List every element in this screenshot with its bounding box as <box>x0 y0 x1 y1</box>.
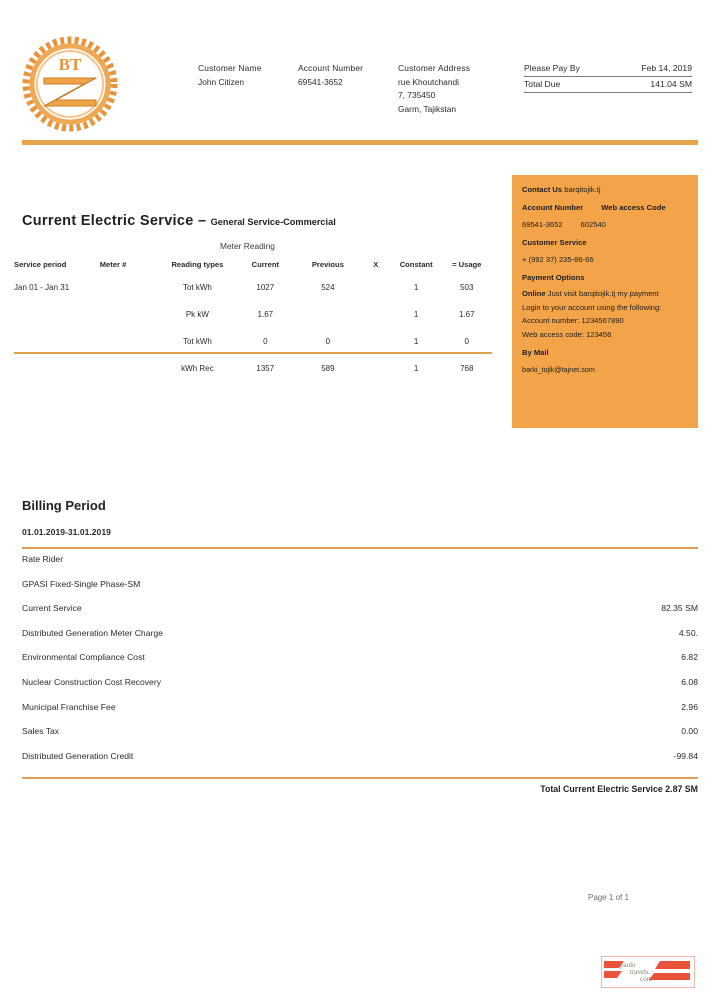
cell-period <box>14 310 100 337</box>
contact-account-number-label: Account Number <box>522 203 584 213</box>
cell-usage: 768 <box>460 364 474 373</box>
contact-codes-header <box>522 201 688 214</box>
cell-meter <box>100 337 160 364</box>
cell-current: 1357 <box>256 364 275 373</box>
page-number: Page 1 of 1 <box>588 893 629 902</box>
online-text: Just visit barqitojik.tj my payment <box>547 289 659 299</box>
cell-usage: 1.67 <box>458 310 475 319</box>
billing-period-title: Billing Period <box>22 498 106 513</box>
by-mail-label: By Mail <box>522 348 549 358</box>
cell-current: 1.67 <box>257 310 274 319</box>
cell-previous: 0 <box>325 337 331 346</box>
service-title-subtitle: General Service-Commercial <box>210 217 336 227</box>
contact-codes-values <box>522 218 688 231</box>
charge-amount: 0.00 <box>681 726 698 737</box>
table-row <box>14 364 492 391</box>
contact-us-line <box>522 183 688 196</box>
please-pay-by-value: Feb 14, 2019 <box>641 63 692 73</box>
total-due-label: Total Due <box>524 79 561 89</box>
col-usage: = Usage <box>452 260 482 269</box>
badge-line-3: com <box>640 975 653 983</box>
list-item <box>22 652 698 677</box>
charge-amount: 2.96 <box>681 701 698 712</box>
header-divider <box>22 140 698 145</box>
cell-current: 0 <box>263 337 268 346</box>
col-x: X <box>373 260 379 269</box>
cell-constant: 1 <box>413 283 419 292</box>
col-service-period: Service period <box>14 260 67 269</box>
sample-account-number: Account number: 1234567890 <box>522 316 624 326</box>
cell-period <box>14 364 100 391</box>
total-divider <box>22 777 698 779</box>
gear-logo-icon <box>22 36 118 132</box>
meter-table-divider <box>14 352 492 354</box>
charge-name: Nuclear Construction Cost Recovery <box>22 676 161 687</box>
customer-address-column <box>398 62 508 116</box>
total-due-value: 141.04 SM <box>650 79 692 89</box>
charge-amount: 4.50. <box>678 627 698 638</box>
contact-email[interactable]: barki_tojik@tajnet.som <box>522 365 595 375</box>
online-label: Online <box>522 289 546 299</box>
sample-web-access-code: Web access code: 123456 <box>522 329 612 339</box>
address-line-3: Garm, Tajikstan <box>398 103 457 114</box>
service-title-main: Current Electric Service – <box>22 213 211 229</box>
cell-type: Tot kWh <box>182 337 212 346</box>
cell-type: Pk kW <box>185 310 209 319</box>
list-item <box>22 726 698 751</box>
online-payment-line <box>522 287 688 300</box>
cell-usage: 503 <box>460 283 474 292</box>
contact-account-number-value: 69541-3652 <box>522 219 563 229</box>
meter-table-header-row <box>14 260 492 283</box>
list-item <box>22 579 698 604</box>
contact-us-label: Contact Us <box>522 185 563 194</box>
cell-constant: 1 <box>413 364 419 373</box>
contact-web-access-code-label: Web access Code <box>601 203 666 213</box>
cell-meter <box>100 364 160 391</box>
cell-current: 1027 <box>256 283 275 292</box>
charge-amount: -99.84 <box>673 750 698 761</box>
account-number-label: Account Number <box>298 63 364 73</box>
svg-text:BT: BT <box>58 55 82 74</box>
col-meter-number: Meter # <box>99 260 127 269</box>
charges-list <box>22 554 698 775</box>
list-item <box>22 677 698 702</box>
col-reading-types: Reading types <box>171 260 224 269</box>
please-pay-by-label: Please Pay By <box>524 63 580 73</box>
cell-type: kWh Rec <box>181 364 214 373</box>
charge-amount: 82.35 SM <box>661 603 698 614</box>
total-current-electric-service: Total Current Electric Service 2.87 SM <box>540 784 698 794</box>
account-number-value: 69541-3652 <box>298 76 343 87</box>
charge-amount: 6.82 <box>681 652 698 663</box>
charge-name: Distributed Generation Meter Charge <box>22 627 163 638</box>
badge-line-1: paulo <box>620 961 636 969</box>
cell-x <box>361 283 391 310</box>
customer-service-phone[interactable]: + (992 37) 235-86-66 <box>522 254 594 264</box>
list-item <box>22 554 698 579</box>
col-current: Current <box>251 260 280 269</box>
billing-divider <box>22 547 698 549</box>
cell-type: Tot kWh <box>182 283 212 292</box>
charge-amount: 6.08 <box>681 676 698 687</box>
list-item <box>22 702 698 727</box>
charge-name: Municipal Franchise Fee <box>22 701 116 712</box>
charge-name: GPASI Fixed-Single Phase-SM <box>22 578 141 589</box>
payment-options-label: Payment Options <box>522 273 585 283</box>
customer-name-column <box>198 62 298 116</box>
table-row <box>14 283 492 310</box>
address-line-2: 7, 735450 <box>398 90 436 100</box>
badge-line-2: travels. <box>630 968 651 976</box>
contact-web-access-code-value: 602540 <box>580 219 606 229</box>
cell-constant: 1 <box>413 337 419 346</box>
col-previous: Previous <box>311 260 344 269</box>
cell-x <box>361 310 391 337</box>
col-constant: Constant <box>399 260 433 269</box>
billing-period-dates: 01.01.2019-31.01.2019 <box>22 527 111 537</box>
list-item <box>22 628 698 653</box>
total-due-row <box>524 77 692 93</box>
cell-x <box>361 364 391 391</box>
list-item <box>22 603 698 628</box>
charge-name: Environmental Compliance Cost <box>22 652 145 663</box>
customer-name-value: John Citizen <box>198 76 245 87</box>
cell-period <box>14 337 100 364</box>
cell-meter <box>100 310 160 337</box>
meter-reading-label: Meter Reading <box>220 241 275 251</box>
charge-name: Rate Rider <box>22 554 64 564</box>
cell-x <box>361 337 391 364</box>
account-number-column <box>298 62 398 116</box>
cell-previous: 524 <box>321 283 335 292</box>
meter-reading-table <box>14 260 492 391</box>
paulo-travels-logo-icon <box>602 957 692 985</box>
customer-info-block <box>198 62 508 116</box>
address-line-1: rue Khoutchandi <box>398 76 459 87</box>
cell-constant: 1 <box>413 310 419 319</box>
customer-address-label: Customer Address <box>398 63 471 73</box>
charge-name: Current Service <box>22 603 82 614</box>
table-row <box>14 337 492 364</box>
company-logo <box>22 36 118 132</box>
cell-usage: 0 <box>464 337 469 346</box>
payment-summary <box>524 61 692 93</box>
customer-name-label: Customer Name <box>198 63 262 73</box>
contact-info-box <box>512 175 698 428</box>
cell-period: Jan 01 - Jan 31 <box>14 283 70 292</box>
cell-previous: 589 <box>321 364 335 373</box>
list-item <box>22 751 698 776</box>
paulo-travels-badge <box>601 956 695 988</box>
customer-service-label: Customer Service <box>522 238 587 248</box>
charge-name: Sales Tax <box>22 726 60 737</box>
cell-previous <box>295 310 361 337</box>
charge-name: Distributed Generation Credit <box>22 750 134 761</box>
cell-meter <box>100 283 160 310</box>
current-electric-service-title <box>22 213 336 229</box>
please-pay-by-row <box>524 61 692 77</box>
login-instructions: Login to your account using the following: <box>522 302 662 312</box>
table-row <box>14 310 492 337</box>
contact-website[interactable]: barqitojik.tj <box>564 185 601 194</box>
